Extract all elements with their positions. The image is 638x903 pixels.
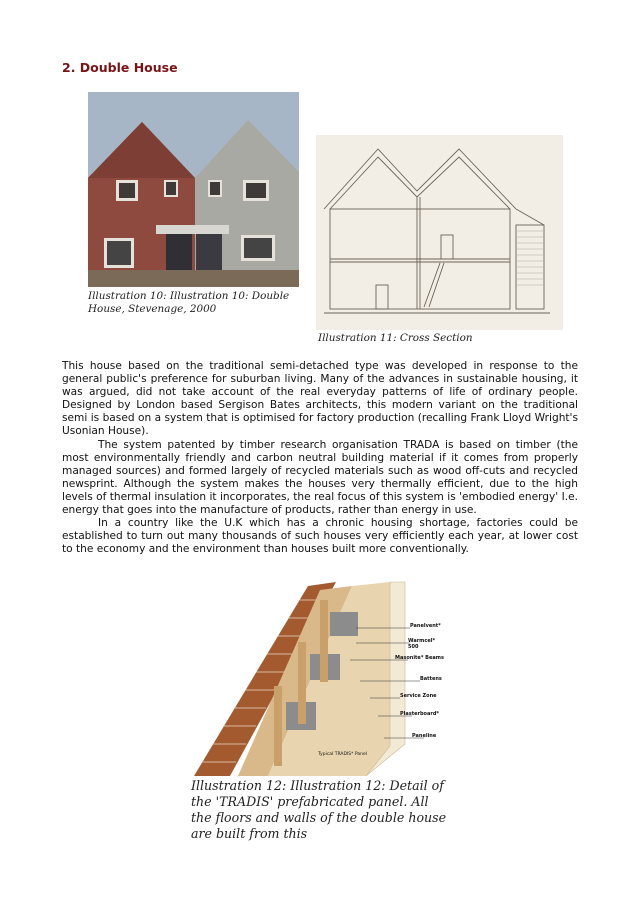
- paragraph-2: The system patented by timber research organisation TRADA is based on timber (the most environmentally friendly and carbon neutral building material if it comes from properly managed sources) and formed largely of recycled materials such as wood off-cuts and recycled newsprint. Although the system makes the houses very thermally efficient, due to the high levels of thermal insulation it incorporates, the real focus of this system is 'embodied energy' I.e. energy that goes into the manufacture of products, rather than energy in use.: [62, 438, 578, 517]
- panel-label-panelvent: Panelvent*: [410, 623, 441, 629]
- illustration-10-caption: Illustration 10: Illustration 10: Double House, Stevenage, 2000: [88, 290, 290, 315]
- tradis-panel-art: [190, 576, 445, 776]
- cross-section-drawing: [316, 135, 563, 330]
- panel-label-service-zone: Service Zone: [400, 693, 437, 699]
- panel-label-masonite: Masonite* Beams: [395, 655, 444, 661]
- illustration-11-caption: Illustration 11: Cross Section: [318, 332, 473, 344]
- paragraph-3: In a country like the U.K which has a chronic housing shortage, factories could be established to turn out many thousands of such houses very efficiently each year, at lower cost to the economy and the environment than houses built more conventionally.: [62, 517, 578, 556]
- body-text: [62, 360, 578, 556]
- illustration-12-caption: Illustration 12: Illustration 12: Detail of the 'TRADIS' prefabricated panel. All the floors and walls of the double house are built from this: [191, 778, 447, 841]
- double-house-photo-art: [88, 92, 299, 287]
- paragraph-1: This house based on the traditional semi-detached type was developed in response to the general public's preference for suburban living. Many of the advances in sustainable housing, it was argued, did not take account of the real everyday patterns of life of ordinary people. Designed by London based Sergison Bates architects, this modern variant on the traditional semi is based on a system that is optimised for factory production (recalling Frank Lloyd Wright's Usonian House).: [62, 360, 578, 438]
- tradis-panel-detail: [190, 576, 445, 776]
- panel-label-battens: Battens: [420, 676, 442, 682]
- panel-label-plasterboard: Plasterboard*: [400, 711, 440, 717]
- panel-label-typical: Typical TRADIS* Panel: [318, 752, 367, 757]
- panel-label-paneline: Paneline: [412, 733, 437, 739]
- cross-section-art: [316, 135, 563, 330]
- double-house-photo: [88, 92, 299, 287]
- panel-label-warmcel: Warmcel* 500: [408, 638, 436, 650]
- section-heading: 2. Double House: [62, 60, 178, 75]
